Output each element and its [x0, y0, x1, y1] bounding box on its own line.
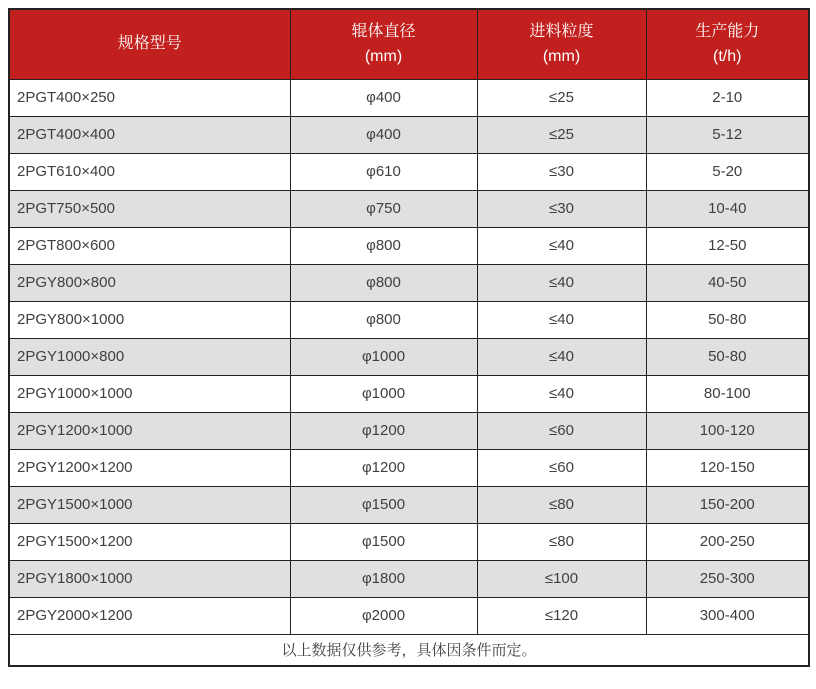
- cell-capacity: 50-80: [646, 301, 809, 338]
- cell-feed-size: ≤40: [477, 227, 646, 264]
- table-row: [9, 264, 809, 301]
- cell-feed-size: ≤120: [477, 597, 646, 634]
- cell-roller-diameter: φ800: [290, 301, 477, 338]
- cell-roller-diameter: φ1200: [290, 412, 477, 449]
- table-row: [9, 560, 809, 597]
- header-col-capacity-label: 生产能力: [695, 22, 760, 40]
- cell-roller-diameter: φ2000: [290, 597, 477, 634]
- cell-capacity: 5-12: [646, 116, 809, 153]
- cell-roller-diameter: φ800: [290, 227, 477, 264]
- cell-feed-size: ≤80: [477, 523, 646, 560]
- table-body: [9, 79, 809, 634]
- cell-capacity: 150-200: [646, 486, 809, 523]
- cell-capacity: 120-150: [646, 449, 809, 486]
- cell-capacity: 200-250: [646, 523, 809, 560]
- cell-model: 2PGT800×600: [9, 227, 290, 264]
- cell-roller-diameter: φ1800: [290, 560, 477, 597]
- cell-feed-size: ≤100: [477, 560, 646, 597]
- cell-model: 2PGY2000×1200: [9, 597, 290, 634]
- cell-feed-size: ≤60: [477, 412, 646, 449]
- table-row: [9, 449, 809, 486]
- header-col-roller-diameter: [290, 9, 477, 79]
- cell-capacity: 250-300: [646, 560, 809, 597]
- cell-feed-size: ≤25: [477, 116, 646, 153]
- cell-capacity: 80-100: [646, 375, 809, 412]
- cell-feed-size: ≤30: [477, 153, 646, 190]
- cell-model: 2PGY1500×1000: [9, 486, 290, 523]
- table-row: [9, 227, 809, 264]
- cell-roller-diameter: φ1000: [290, 375, 477, 412]
- cell-model: 2PGY1000×800: [9, 338, 290, 375]
- cell-roller-diameter: φ400: [290, 79, 477, 116]
- header-col-roller-diameter-label: 辊体直径: [351, 22, 416, 40]
- header-row: [9, 9, 809, 79]
- cell-feed-size: ≤80: [477, 486, 646, 523]
- header-col-feed-size-unit: (mm): [542, 47, 581, 65]
- table-row: [9, 486, 809, 523]
- table-row: [9, 190, 809, 227]
- cell-feed-size: ≤40: [477, 301, 646, 338]
- table-footer: [9, 634, 809, 666]
- header-col-feed-size-label: 进料粒度: [529, 22, 594, 40]
- cell-capacity: 12-50: [646, 227, 809, 264]
- table-header: [9, 9, 809, 79]
- cell-model: 2PGT400×400: [9, 116, 290, 153]
- cell-model: 2PGT400×250: [9, 79, 290, 116]
- cell-roller-diameter: φ1000: [290, 338, 477, 375]
- cell-model: 2PGT610×400: [9, 153, 290, 190]
- cell-model: 2PGY1800×1000: [9, 560, 290, 597]
- table-row: [9, 523, 809, 560]
- cell-roller-diameter: φ800: [290, 264, 477, 301]
- cell-roller-diameter: φ610: [290, 153, 477, 190]
- table-row: [9, 301, 809, 338]
- cell-model: 2PGY800×800: [9, 264, 290, 301]
- table-row: [9, 597, 809, 634]
- header-col-capacity: [646, 9, 809, 79]
- cell-model: 2PGY1200×1000: [9, 412, 290, 449]
- cell-capacity: 5-20: [646, 153, 809, 190]
- cell-capacity: 10-40: [646, 190, 809, 227]
- cell-capacity: 50-80: [646, 338, 809, 375]
- cell-capacity: 2-10: [646, 79, 809, 116]
- header-col-model-label: 规格型号: [117, 35, 182, 53]
- header-col-feed-size: [477, 9, 646, 79]
- cell-roller-diameter: φ1500: [290, 523, 477, 560]
- header-col-capacity-unit: (t/h): [713, 47, 742, 65]
- cell-feed-size: ≤40: [477, 375, 646, 412]
- table-row: [9, 412, 809, 449]
- cell-feed-size: ≤25: [477, 79, 646, 116]
- table-row: [9, 153, 809, 190]
- spec-table: [8, 8, 810, 667]
- cell-capacity: 40-50: [646, 264, 809, 301]
- table-row: [9, 79, 809, 116]
- table-row: [9, 375, 809, 412]
- cell-feed-size: ≤60: [477, 449, 646, 486]
- footnote: 以上数据仅供参考，具体因条件而定。: [9, 634, 809, 666]
- cell-roller-diameter: φ1200: [290, 449, 477, 486]
- header-col-model: [9, 9, 290, 79]
- cell-feed-size: ≤40: [477, 264, 646, 301]
- cell-roller-diameter: φ1500: [290, 486, 477, 523]
- cell-model: 2PGY1500×1200: [9, 523, 290, 560]
- cell-model: 2PGY800×1000: [9, 301, 290, 338]
- table-row: [9, 116, 809, 153]
- cell-model: 2PGY1200×1200: [9, 449, 290, 486]
- cell-model: 2PGY1000×1000: [9, 375, 290, 412]
- cell-capacity: 100-120: [646, 412, 809, 449]
- cell-model: 2PGT750×500: [9, 190, 290, 227]
- table-row: [9, 338, 809, 375]
- cell-feed-size: ≤30: [477, 190, 646, 227]
- header-col-roller-diameter-unit: (mm): [364, 47, 403, 65]
- cell-feed-size: ≤40: [477, 338, 646, 375]
- cell-roller-diameter: φ400: [290, 116, 477, 153]
- cell-roller-diameter: φ750: [290, 190, 477, 227]
- footnote-row: [9, 634, 809, 666]
- cell-capacity: 300-400: [646, 597, 809, 634]
